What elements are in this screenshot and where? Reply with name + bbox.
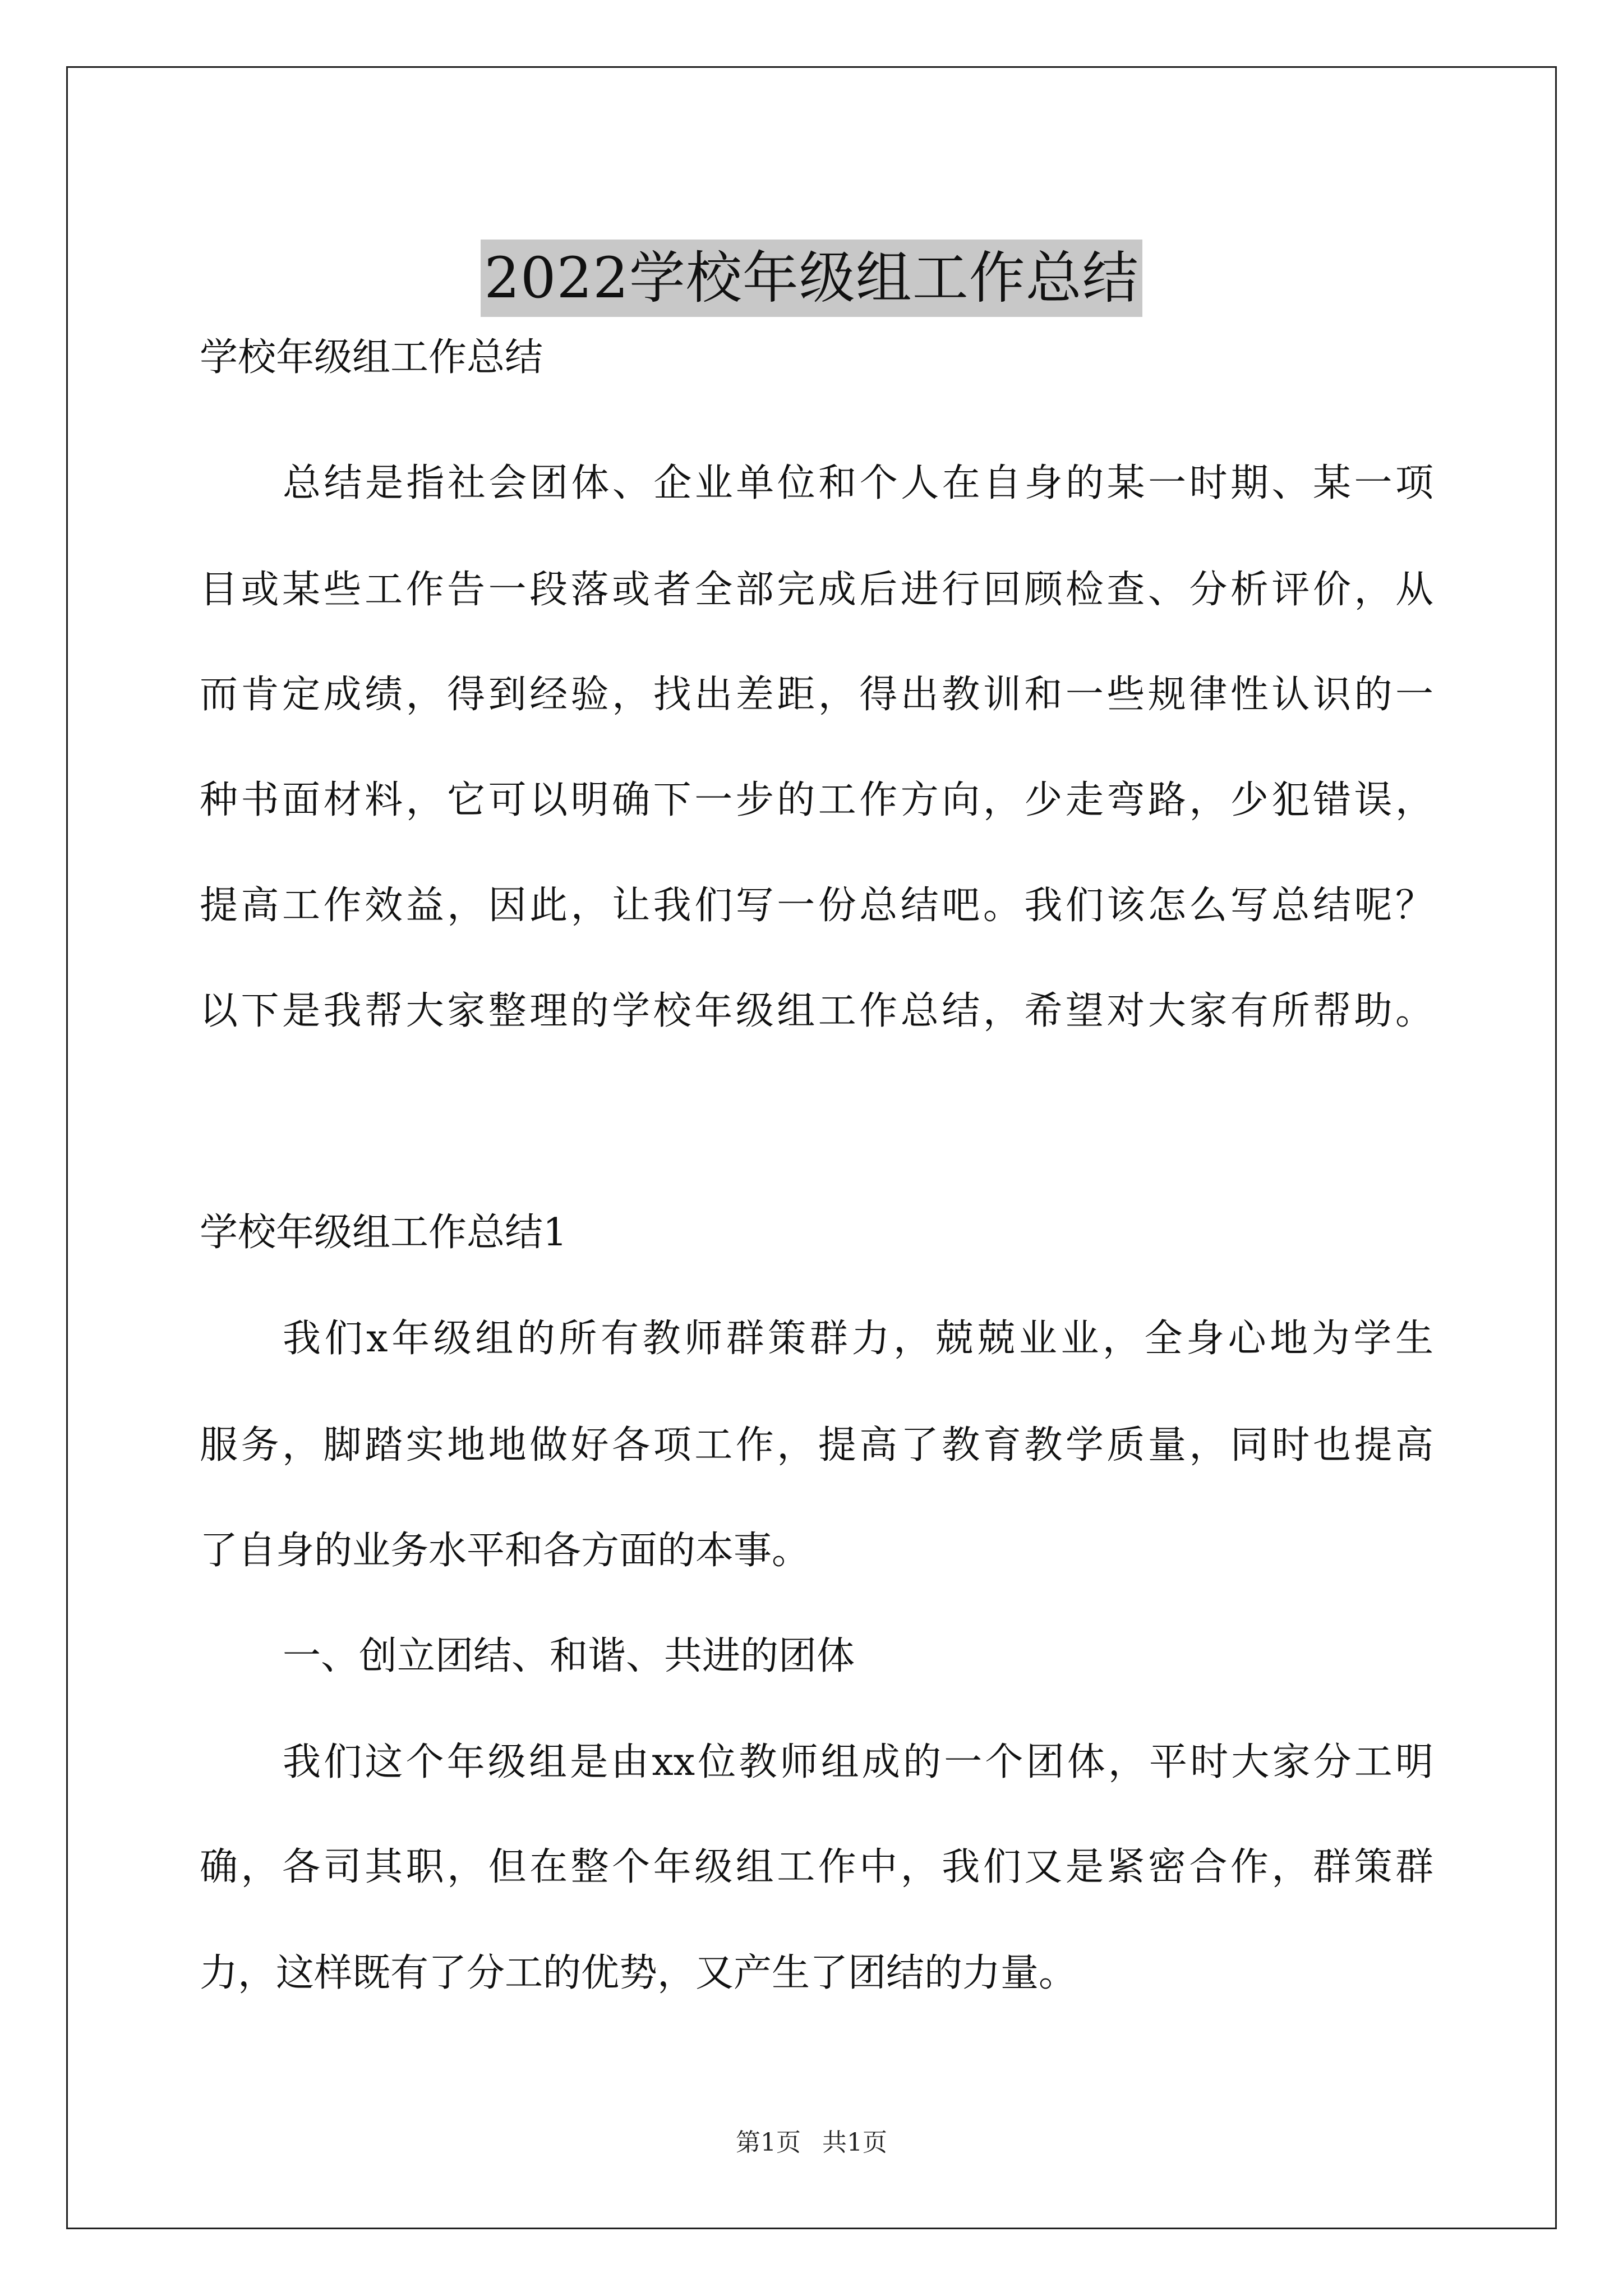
page-footer	[0, 2126, 1623, 2160]
section1-para2-line-1: 我们这个年级组是由xx位教师组成的一个团体，平时大家分工明	[283, 1740, 1433, 1784]
section1-para2-line-3: 力，这样既有了分工的优势，又产生了团结的力量。	[200, 1951, 1077, 1995]
document-title: 2022学校年级组工作总结	[481, 240, 1142, 317]
intro-line-2: 目或某些工作告一段落或者全部完成后进行回顾检查、分析评价，从	[200, 568, 1433, 612]
section-heading: 学校年级组工作总结1	[200, 1211, 568, 1255]
section1-para2-line-2: 确，各司其职，但在整个年级组工作中，我们又是紧密合作，群策群	[200, 1845, 1433, 1889]
page-border	[66, 66, 1557, 2229]
document-subtitle: 学校年级组工作总结	[200, 335, 543, 380]
intro-line-5: 提高工作效益，因此，让我们写一份总结吧。我们该怎么写总结呢？	[200, 884, 1433, 928]
intro-line-4: 种书面材料，它可以明确下一步的工作方向，少走弯路，少犯错误，	[200, 778, 1433, 822]
section1-para1-line-1: 我们x年级组的所有教师群策群力，兢兢业业，全身心地为学生	[283, 1317, 1433, 1361]
page-number-total: 共1页	[822, 2128, 887, 2157]
section1-para1-line-2: 服务，脚踏实地地做好各项工作，提高了教育教学质量，同时也提高	[200, 1423, 1433, 1467]
intro-line-3: 而肯定成绩，得到经验，找出差距，得出教训和一些规律性认识的一	[200, 673, 1433, 717]
page-number-current: 第1页	[736, 2128, 801, 2157]
intro-line-6: 以下是我帮大家整理的学校年级组工作总结，希望对大家有所帮助。	[200, 989, 1433, 1033]
subheading-1: 一、创立团结、和谐、共进的团体	[283, 1634, 855, 1678]
section1-para1-line-3: 了自身的业务水平和各方面的本事。	[200, 1529, 810, 1573]
intro-line-1: 总结是指社会团体、企业单位和个人在自身的某一时期、某一项	[283, 461, 1433, 505]
